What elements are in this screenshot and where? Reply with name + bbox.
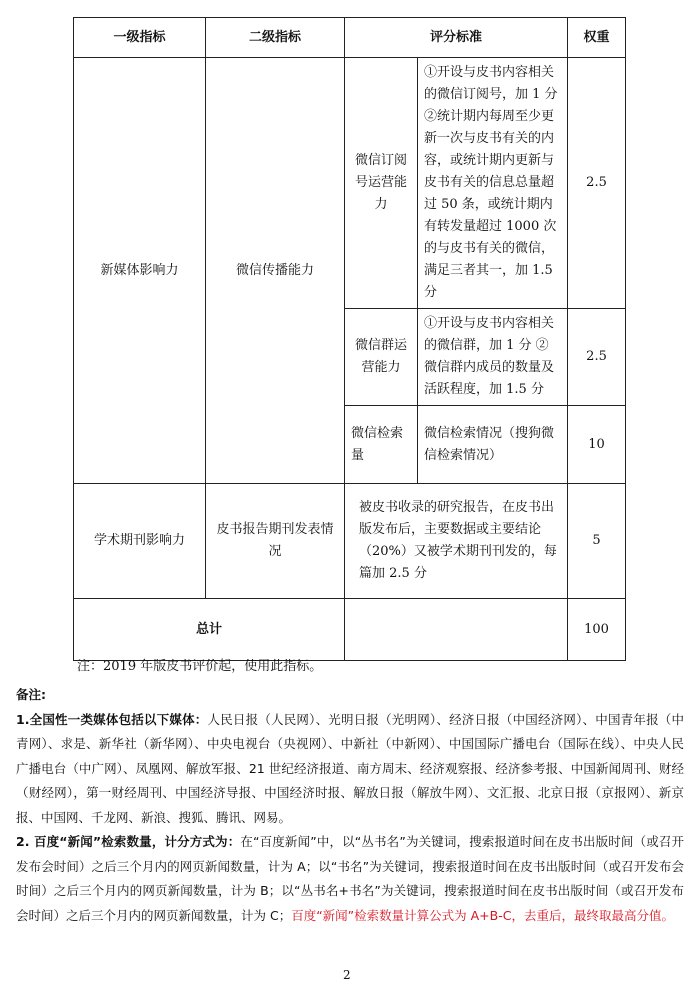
- table-header-row: [74, 18, 626, 58]
- remarks-section: [16, 683, 684, 928]
- scoring-table: [73, 17, 626, 661]
- weight-cell: 2.5: [568, 309, 626, 406]
- header-weight: 权重: [568, 18, 626, 58]
- remark-item-2-formula: 百度“新闻”检索数量计算公式为 A+B-C，去重后，最终取最高分值。: [291, 907, 674, 923]
- remark-item-2-body: 在“百度新闻”中，以“丛书名”为关键词，搜索报道时间在皮书出版时间（或召开发布会时间）之后三个月内的网页新闻数量，计为 A；以“书名”为关键词，搜索报道时间在皮书出版时间（或召开发布会时间）之后三个月内的网页新闻数量，计为 B；以“丛书名+书名”为关键词，搜索报道时间在皮书出版时间（或召开发布会时间）之后三个月内的网页新闻数量，计为 C；: [16, 834, 685, 923]
- weight-cell: 10: [568, 406, 626, 484]
- remark-item-1-head: 1.全国性一类媒体包括以下媒体：: [16, 711, 208, 727]
- header-level2: 二级指标: [206, 18, 345, 58]
- criteria-cell: 被皮书收录的研究报告，在皮书出版发布后，主要数据或主要结论（20%）又被学术期刊刊发的，每篇加 2.5 分: [345, 484, 568, 599]
- remark-item-1-body: 人民日报（人民网）、光明日报（光明网）、经济日报（中国经济网）、中国青年报（中青网）、求是、新华社（新华网）、中央电视台（央视网）、中新社（中新网）、中国国际广播电台（国际在线）、中央人民广播电台（中广网）、凤凰网、解放军报、21 世纪经济报道、南方周末、经济观察报、经济参考报、中国新闻周刊、财经（财经网），第一财经周刊、中国经济导报、中国经济时报、解放日报（解放牛网）、文汇报、北京日报（京报网）、新京报、中国网、千龙网、新浪、搜狐、腾讯、网易。: [16, 711, 684, 825]
- level1-cell: 学术期刊影响力: [74, 484, 206, 599]
- total-label: 总计: [74, 599, 345, 661]
- header-criteria: 评分标准: [345, 18, 568, 58]
- weight-cell: 5: [568, 484, 626, 599]
- criteria-cell: ①开设与皮书内容相关的微信群，加 1 分 ②微信群内成员的数量及活跃程度，加 1.5 分: [418, 309, 568, 406]
- remark-item-2: [16, 830, 684, 928]
- sub-indicator-cell: 微信订阅号运营能力: [345, 58, 418, 309]
- weight-cell: 2.5: [568, 58, 626, 309]
- total-empty-cell: [345, 599, 568, 661]
- header-level1: 一级指标: [74, 18, 206, 58]
- criteria-cell: ①开设与皮书内容相关的微信订阅号，加 1 分 ②统计期内每周至少更新一次与皮书有关的内容，或统计期内更新与皮书有关的信息总量超过 50 条，或统计期内有转发量超过 1000 次的与皮书有关的微信，满足三者其一，加 1.5 分: [418, 58, 568, 309]
- criteria-cell: 微信检索情况（搜狗微信检索情况）: [418, 406, 568, 484]
- table-row: [74, 484, 626, 599]
- level1-cell: 新媒体影响力: [74, 58, 206, 484]
- total-row: [74, 599, 626, 661]
- total-weight: 100: [568, 599, 626, 661]
- level2-cell: 皮书报告期刊发表情况: [206, 484, 345, 599]
- table-note: 注：2019 年版皮书评价起，使用此指标。: [77, 659, 323, 674]
- table-row: [74, 58, 626, 309]
- sub-indicator-cell: 微信群运营能力: [345, 309, 418, 406]
- page-number: 2: [343, 968, 351, 982]
- level2-cell: 微信传播能力: [206, 58, 345, 484]
- remark-item-2-head: 2. 百度“新闻”检索数量，计分方式为：: [16, 834, 241, 849]
- remarks-title: 备注:: [16, 687, 46, 702]
- remark-item-1: [16, 708, 684, 831]
- sub-indicator-cell: 微信检索量: [345, 406, 418, 484]
